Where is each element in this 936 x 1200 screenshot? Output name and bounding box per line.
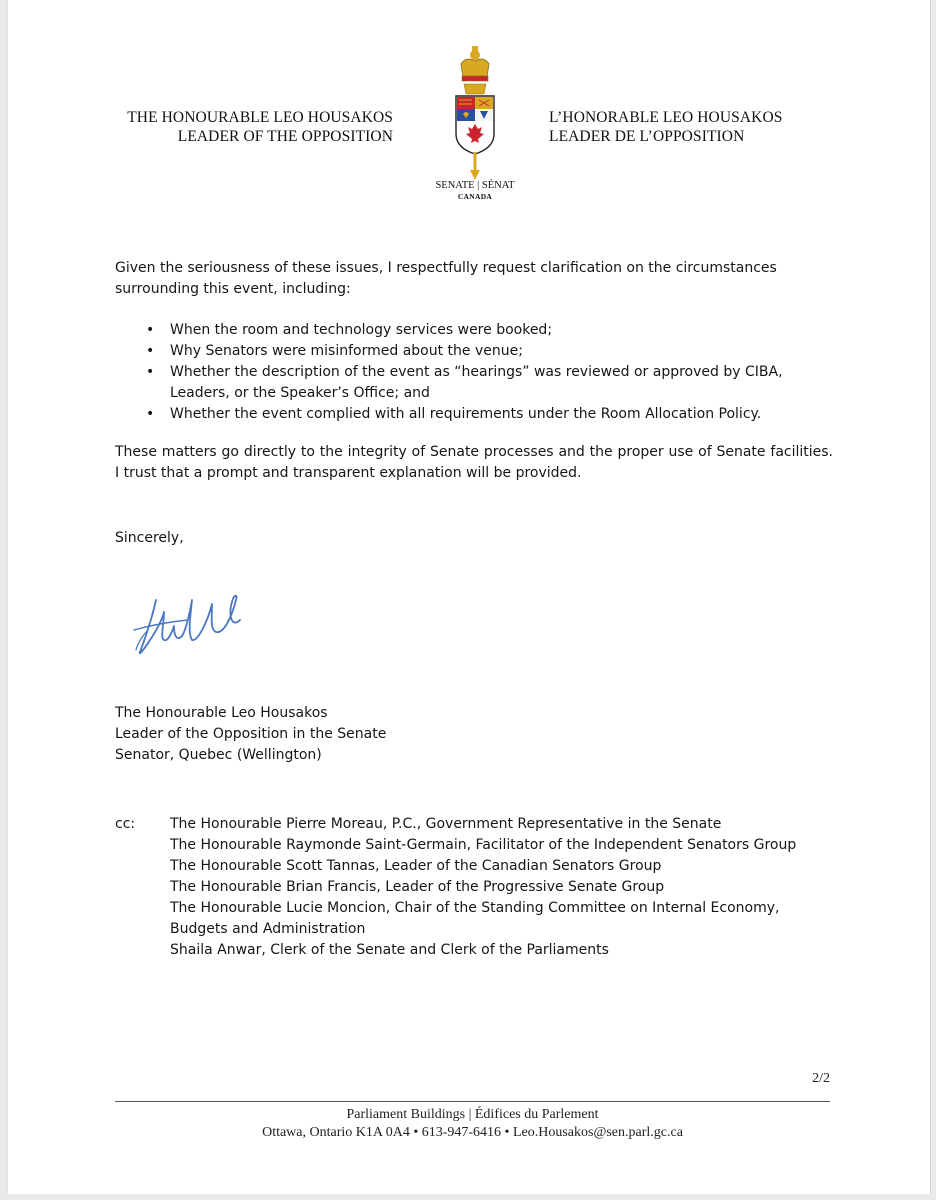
page-number: 2/2 (812, 1071, 830, 1086)
signatory-block (115, 703, 386, 766)
letterhead-english-title: LEADER OF THE OPPOSITION (177, 128, 393, 145)
letterhead-english-name: THE HONOURABLE LEO HOUSAKOS (127, 109, 393, 126)
signature-icon (128, 590, 258, 662)
bullet-icon: • (146, 343, 155, 359)
footer-address-line1: Parliament Buildings | Édifices du Parlement (346, 1107, 599, 1122)
signatory-title: Leader of the Opposition in the Senate (115, 726, 387, 742)
list-item (115, 362, 833, 404)
closing: Sincerely, (115, 530, 184, 546)
letterhead-french (549, 108, 849, 146)
list-item-text: Whether the event complied with all requirements under the Room Allocation Policy. (170, 406, 762, 422)
cc-label: cc: (115, 816, 136, 832)
list-item (115, 320, 833, 341)
letter-page (7, 0, 931, 1194)
shield-icon (456, 96, 494, 154)
cc-recipient: The Honourable Pierre Moreau, P.C., Government Representative in the Senate (170, 816, 722, 832)
cc-list (170, 814, 830, 961)
cc-recipient: The Honourable Scott Tannas, Leader of the Canadian Senators Group (170, 858, 662, 874)
crest-sublabel: CANADA (457, 192, 493, 201)
cc-recipient: The Honourable Lucie Moncion, Chair of the Standing Committee on Internal Economy, Budgets and Administration (170, 900, 780, 937)
request-list (115, 320, 833, 425)
footer-divider (115, 1101, 830, 1102)
signatory-name: The Honourable Leo Housakos (115, 705, 328, 721)
conclusion-paragraph: These matters go directly to the integrity of Senate processes and the proper use of Senate facilities. I trust that a prompt and transparent explanation will be provided. (115, 444, 833, 481)
cc-recipient: Shaila Anwar, Clerk of the Senate and Clerk of the Parliaments (170, 942, 609, 958)
senate-crest-icon (444, 44, 506, 182)
crown-icon (461, 46, 489, 81)
intro-paragraph: Given the seriousness of these issues, I respectfully request clarification on the circumstances surrounding this event, including: (115, 260, 777, 297)
letterhead-french-name: L’HONORABLE LEO HOUSAKOS (549, 109, 783, 126)
footer-address-line2: Ottawa, Ontario K1A 0A4 • 613-947-6416 • Leo.Housakos@sen.parl.gc.ca (262, 1125, 683, 1140)
list-item-text: Whether the description of the event as “hearings” was reviewed or approved by CIBA, Leaders, or the Speaker’s Office; and (170, 364, 783, 401)
bullet-icon: • (146, 322, 155, 338)
bullet-icon: • (146, 364, 155, 380)
crest-label: SENATE | SÉNAT (435, 180, 515, 191)
list-item (115, 341, 833, 362)
list-item (115, 404, 833, 425)
list-item-text: When the room and technology services were booked; (170, 322, 553, 338)
signatory-seat: Senator, Quebec (Wellington) (115, 747, 322, 763)
list-item-text: Why Senators were misinformed about the venue; (170, 343, 523, 359)
letterhead-english (117, 108, 393, 146)
cc-recipient: The Honourable Raymonde Saint-Germain, Facilitator of the Independent Senators Group (170, 837, 797, 853)
letterhead-french-title: LEADER DE L’OPPOSITION (549, 128, 745, 145)
cc-recipient: The Honourable Brian Francis, Leader of the Progressive Senate Group (170, 879, 665, 895)
bullet-icon: • (146, 406, 155, 422)
